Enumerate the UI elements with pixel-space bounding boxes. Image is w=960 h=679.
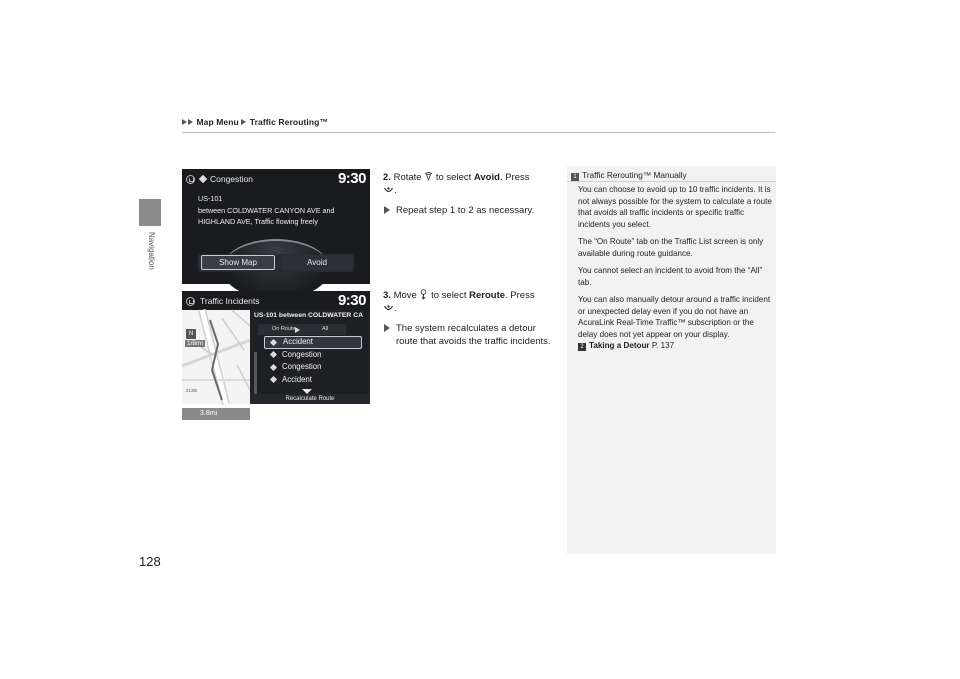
cross-reference-icon: 2	[578, 343, 586, 351]
note-paragraph: You can choose to avoid up to 10 traffic incidents. It is not always possible for the system to calculate a route that avoids all traffic incidents or specific traffic incidents you select.	[578, 185, 772, 229]
note-paragraph: You cannot select an incident to avoid from the “All” tab.	[578, 266, 763, 287]
incident-panel	[250, 310, 370, 404]
section-tab-marker	[139, 199, 161, 226]
side-note	[567, 166, 776, 554]
map-distance-readout: 3.8mi	[182, 408, 250, 420]
incident-line: HIGHLAND AVE, Traffic flowing freely	[198, 217, 318, 226]
page-number: 128	[139, 554, 161, 569]
screen-title: Traffic Incidents	[200, 296, 260, 306]
cross-reference-link[interactable]: 2 Taking a Detour P. 137	[578, 340, 772, 352]
incident-diamond-icon	[270, 376, 277, 383]
breadcrumb	[182, 117, 328, 127]
section-tab-label: Navigation	[147, 232, 156, 270]
step-text: 3. Move to select Reroute. Press .	[383, 290, 535, 314]
result-arrow-icon	[384, 206, 390, 214]
incident-tabs	[258, 324, 346, 335]
result-arrow-icon	[384, 324, 390, 332]
note-divider	[567, 181, 776, 182]
clock: 9:30	[337, 170, 366, 187]
map-road-label: 213th	[186, 388, 198, 393]
rotate-knob-icon	[424, 171, 433, 181]
screenshot-congestion-detail	[182, 169, 370, 284]
map-view[interactable]	[182, 310, 250, 417]
tab-arrow-icon	[295, 327, 300, 333]
tab-on-route[interactable]: On Route	[258, 324, 302, 335]
north-indicator-icon[interactable]: N	[186, 329, 196, 339]
step-target: Reroute	[469, 290, 506, 301]
map-scale[interactable]: 1/8mi	[187, 340, 203, 347]
note-title: 1 Traffic Rerouting™ Manually	[571, 170, 687, 181]
header-divider	[182, 132, 775, 133]
incident-line: US-101	[198, 194, 223, 203]
incident-line: between COLDWATER CANYON AVE and	[198, 205, 335, 215]
note-paragraph: You can also manually detour around a traffic incident or unexpected delay even if you do not have an AcuraLink Real-Time Traffic™ subscription or the delay does not yet appear on your display.	[578, 295, 771, 339]
breadcrumb-arrow-icon	[188, 119, 193, 125]
step-result: Repeat step 1 to 2 as necessary.	[383, 204, 553, 217]
step-result: The system recalculates a detour route that avoids the traffic incidents.	[383, 322, 553, 348]
screenshot-traffic-incidents	[182, 291, 370, 417]
home-icon	[186, 175, 195, 184]
list-item[interactable]: Accident	[264, 374, 362, 387]
note-body	[578, 184, 772, 352]
tab-all[interactable]: All	[321, 326, 329, 332]
screen-header	[182, 169, 370, 189]
section-tab-label-wrap	[146, 232, 158, 292]
step-number: 3.	[383, 290, 391, 301]
move-knob-icon	[419, 289, 428, 299]
breadcrumb-item-map-menu[interactable]: Map Menu	[196, 117, 239, 127]
instruction-step	[383, 171, 553, 217]
incident-description	[198, 193, 334, 228]
screen-header	[182, 291, 370, 311]
breadcrumb-item-traffic-rerouting[interactable]: Traffic Rerouting™	[249, 117, 329, 127]
step-target: Avoid	[473, 172, 500, 183]
incident-diamond-icon	[270, 338, 277, 345]
instruction-step	[383, 289, 553, 348]
step-number: 2.	[383, 172, 391, 183]
press-button-icon	[383, 302, 394, 313]
incident-list	[264, 336, 362, 386]
list-item[interactable]: Accident	[264, 336, 362, 349]
incident-diamond-icon	[199, 175, 207, 183]
step-text: 2. Rotate to select Avoid. Press .	[383, 172, 530, 196]
incident-road: US-101 between COLDWATER CA	[254, 312, 364, 319]
list-item[interactable]: Congestion	[264, 361, 362, 374]
recalculate-route-button[interactable]: Recalculate Route	[250, 394, 370, 404]
breadcrumb-arrow-icon	[182, 119, 187, 125]
press-button-icon	[383, 184, 394, 195]
list-item[interactable]: Congestion	[264, 349, 362, 362]
list-scrollbar[interactable]	[254, 352, 257, 400]
incident-diamond-icon	[270, 363, 277, 370]
avoid-button[interactable]: Avoid	[282, 255, 352, 270]
clock: 9:30	[337, 292, 366, 309]
screen-title: Congestion	[200, 174, 253, 184]
incident-diamond-icon	[270, 351, 277, 358]
breadcrumb-arrow-icon	[241, 119, 246, 125]
show-map-button[interactable]: Show Map	[201, 255, 275, 270]
home-icon	[186, 297, 195, 306]
note-paragraph: The “On Route” tab on the Traffic List screen is only available during route guidance.	[578, 237, 764, 258]
note-badge-icon: 1	[571, 173, 579, 181]
